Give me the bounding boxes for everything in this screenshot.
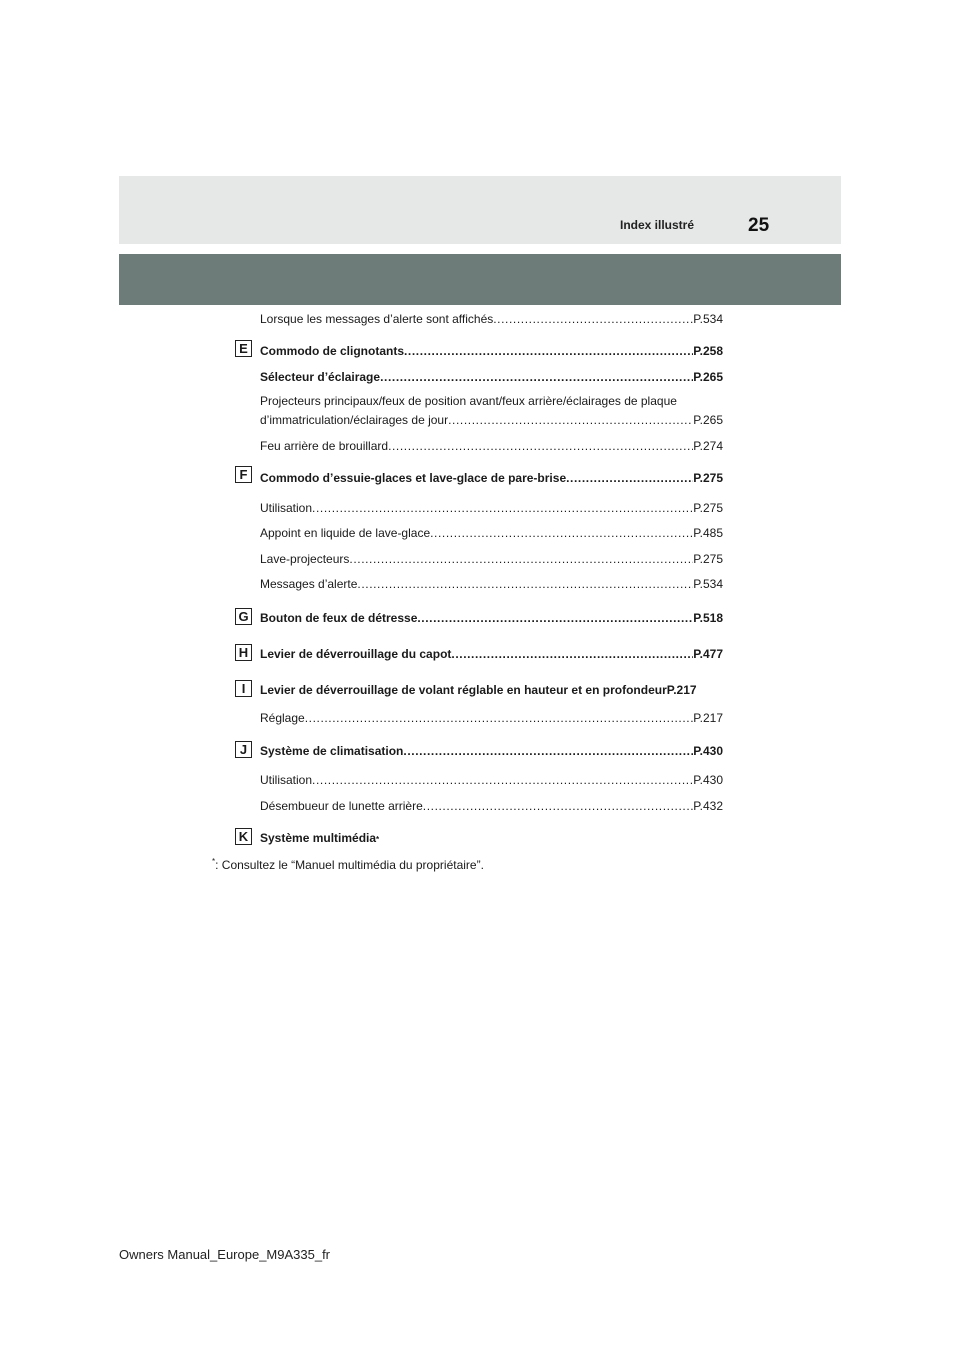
dot-leader: [312, 773, 693, 787]
index-entry[interactable]: [260, 471, 723, 485]
letter-marker-e: E: [235, 340, 252, 357]
page-reference: P.534: [693, 577, 723, 591]
page-number: 25: [748, 215, 770, 236]
page-reference: P.275: [693, 552, 723, 566]
index-entry[interactable]: [260, 501, 723, 515]
index-entry[interactable]: [260, 773, 723, 787]
entry-label: Utilisation: [260, 773, 313, 787]
section-title: Index illustré: [620, 218, 695, 232]
page-reference: P.217: [693, 711, 723, 725]
entry-label: d’immatriculation/éclairages de jour: [260, 413, 449, 427]
index-entry[interactable]: [260, 413, 723, 427]
index-entry[interactable]: [260, 647, 723, 661]
index-entry[interactable]: [260, 344, 723, 358]
entry-label: Lorsque les messages d’alerte sont affichés: [260, 312, 494, 326]
footer-manual-id: Owners Manual_Europe_M9A335_fr: [119, 1247, 331, 1262]
letter-marker-g: G: [235, 608, 252, 625]
page-reference: P.477: [693, 647, 723, 661]
footnote-mark: *: [212, 857, 216, 866]
letter-marker-i: I: [235, 680, 252, 697]
index-entry[interactable]: [260, 552, 723, 566]
page-reference: P.275: [693, 501, 723, 515]
page-reference: P.217: [666, 683, 697, 697]
dot-leader: [403, 744, 693, 758]
dot-leader: [404, 344, 693, 358]
entry-label: Système de climatisation: [260, 744, 404, 758]
page-reference: P.265: [693, 413, 723, 427]
dot-leader: [430, 526, 693, 540]
index-entry[interactable]: [260, 439, 723, 453]
page-reference: P.485: [693, 526, 723, 540]
index-entry[interactable]: [260, 312, 723, 326]
dot-leader: [380, 370, 693, 384]
dot-leader: [349, 552, 693, 566]
dot-leader: [493, 312, 693, 326]
index-entry[interactable]: [260, 611, 723, 625]
entry-label: Sélecteur d’éclairage: [260, 370, 381, 384]
dot-leader: [388, 439, 693, 453]
footnote-mark: *: [376, 835, 380, 844]
dot-leader: [448, 413, 693, 427]
letter-marker-j: J: [235, 741, 252, 758]
dot-leader: [566, 471, 693, 485]
page-reference: P.518: [693, 611, 723, 625]
dot-leader: [417, 611, 693, 625]
entry-label: Système multimédia: [260, 831, 377, 845]
footnote-text: : Consultez le “Manuel multimédia du propriétaire”.: [215, 858, 484, 872]
page-reference: P.274: [693, 439, 723, 453]
page-reference: P.265: [693, 370, 723, 384]
entry-label: Messages d’alerte: [260, 577, 358, 591]
index-entry[interactable]: [260, 744, 723, 758]
page-reference: P.430: [693, 773, 723, 787]
dot-leader: [305, 711, 693, 725]
dot-leader: [451, 647, 693, 661]
entry-label: Levier de déverrouillage de volant réglable en hauteur et en profondeur: [260, 683, 667, 697]
index-entry[interactable]: [260, 370, 723, 384]
index-entry[interactable]: [260, 711, 723, 725]
index-entry[interactable]: [260, 526, 723, 540]
entry-label: Appoint en liquide de lave-glace: [260, 526, 431, 540]
letter-marker-f: F: [235, 466, 252, 483]
page-reference: P.534: [693, 312, 723, 326]
entry-label: Commodo de clignotants: [260, 344, 404, 358]
page-reference: P.258: [693, 344, 723, 358]
dot-leader: [357, 577, 693, 591]
index-entry[interactable]: [260, 799, 723, 813]
page-reference: P.432: [693, 799, 723, 813]
entry-label: Feu arrière de brouillard: [260, 439, 389, 453]
index-entry[interactable]: [260, 683, 730, 697]
entry-label: Réglage: [260, 711, 305, 725]
entry-label: Bouton de feux de détresse: [260, 611, 418, 625]
entry-label: Levier de déverrouillage du capot: [260, 647, 452, 661]
index-entry[interactable]: [260, 577, 723, 591]
entry-label: Commodo d’essuie-glaces et lave-glace de pare-brise: [260, 471, 567, 485]
index-entry[interactable]: [260, 831, 723, 847]
letter-marker-k: K: [235, 828, 252, 845]
entry-label-line1: Projecteurs principaux/feux de position avant/feux arrière/éclairages de plaque: [260, 394, 677, 408]
entry-label: Utilisation: [260, 501, 313, 515]
footnote: [212, 855, 484, 872]
entry-label: Lave-projecteurs: [260, 552, 350, 566]
entry-label: Désembueur de lunette arrière: [260, 799, 423, 813]
dot-leader: [312, 501, 693, 515]
dot-leader: [423, 799, 693, 813]
letter-marker-h: H: [235, 644, 252, 661]
page-reference: P.275: [693, 471, 723, 485]
page-reference: P.430: [693, 744, 723, 758]
